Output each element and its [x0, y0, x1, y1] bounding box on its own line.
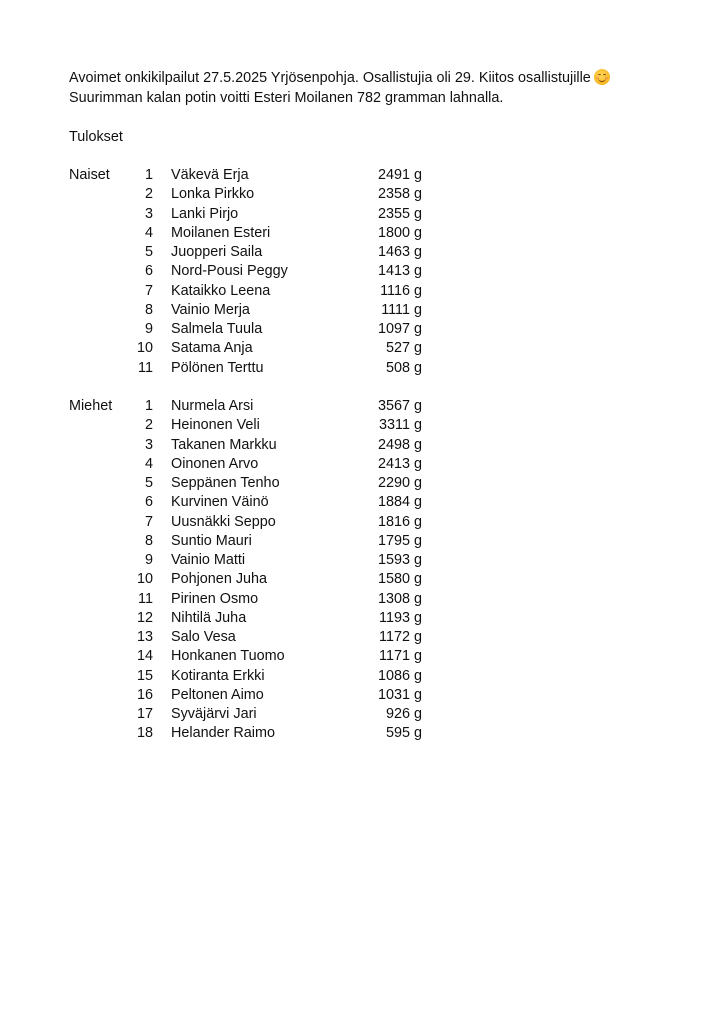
name-cell: Vainio Merja — [171, 301, 250, 318]
name-cell: Oinonen Arvo — [171, 455, 259, 472]
name-cell: Pölönen Terttu — [171, 359, 264, 376]
weight-cell: 2358 g — [377, 186, 422, 203]
table-row — [69, 224, 429, 243]
rank-cell: 1 — [144, 398, 153, 414]
name-cell: Takanen Markku — [171, 436, 277, 453]
weight-cell: 1086 g — [377, 667, 422, 684]
table-row — [69, 609, 429, 628]
smiling-face-icon — [594, 69, 610, 85]
rank-cell: 14 — [136, 648, 153, 665]
name-cell: Kataikko Leena — [171, 282, 271, 299]
women-label: Naiset — [69, 167, 110, 183]
weight-cell: 2290 g — [377, 475, 422, 491]
name-cell: Nihtilä Juha — [171, 609, 247, 626]
table-row — [69, 686, 429, 705]
name-cell: Suntio Mauri — [171, 532, 252, 549]
rank-cell: 1 — [144, 167, 153, 183]
weight-cell: 1413 g — [377, 263, 422, 280]
name-cell: Satama Anja — [171, 340, 253, 357]
table-row — [69, 262, 429, 281]
weight-cell: 2355 g — [377, 205, 422, 222]
table-row — [69, 551, 429, 570]
name-cell: Lonka Pirkko — [171, 186, 255, 203]
weight-cell: 1031 g — [377, 686, 422, 703]
rank-cell: 8 — [144, 301, 153, 318]
name-cell: Helander Raimo — [171, 725, 275, 742]
rank-cell: 6 — [144, 494, 153, 511]
table-row — [69, 647, 429, 666]
name-cell: Kotiranta Erkki — [171, 667, 265, 684]
men-label: Miehet — [69, 398, 113, 414]
rank-cell: 3 — [144, 436, 153, 453]
weight-cell: 1593 g — [377, 552, 422, 568]
name-cell: Lanki Pirjo — [171, 205, 239, 222]
name-cell: Pirinen Osmo — [171, 590, 259, 607]
rank-cell: 11 — [138, 359, 153, 376]
weight-cell: 1171 g — [379, 648, 422, 665]
rank-cell: 4 — [144, 455, 153, 472]
weight-cell: 1308 g — [377, 590, 422, 607]
weight-cell: 1800 g — [377, 224, 422, 241]
table-row — [69, 243, 429, 262]
rank-cell: 13 — [136, 629, 153, 645]
table-row — [69, 339, 429, 358]
weight-cell: 1463 g — [377, 244, 422, 260]
weight-cell: 1116 g — [380, 282, 422, 299]
weight-cell: 1172 g — [379, 629, 422, 645]
weight-cell: 3567 g — [377, 398, 422, 414]
table-row — [69, 359, 429, 378]
men-results-table — [69, 397, 429, 744]
name-cell: Heinonen Veli — [171, 417, 260, 434]
table-row — [69, 320, 429, 339]
rank-cell: 7 — [144, 513, 153, 530]
table-row — [69, 493, 429, 512]
rank-cell: 11 — [138, 590, 153, 607]
table-row — [69, 590, 429, 609]
name-cell: Moilanen Esteri — [171, 224, 271, 241]
name-cell: Pohjonen Juha — [171, 571, 268, 588]
rank-cell: 5 — [144, 475, 153, 491]
table-row — [69, 416, 429, 435]
table-row — [69, 301, 429, 320]
name-cell: Väkevä Erja — [171, 167, 249, 183]
weight-cell: 3311 g — [379, 417, 422, 434]
intro-paragraph — [69, 68, 689, 108]
name-cell: Kurvinen Väinö — [171, 494, 269, 511]
weight-cell: 1884 g — [377, 494, 422, 511]
table-row — [69, 667, 429, 686]
table-row — [69, 166, 429, 185]
table-row — [69, 628, 429, 647]
table-row — [69, 455, 429, 474]
table-row — [69, 282, 429, 301]
weight-cell: 1580 g — [377, 571, 422, 588]
rank-cell: 4 — [144, 224, 153, 241]
rank-cell: 16 — [136, 686, 153, 703]
name-cell: Nord-Pousi Peggy — [171, 263, 288, 280]
rank-cell: 2 — [144, 186, 153, 203]
table-row — [69, 532, 429, 551]
table-row — [69, 570, 429, 589]
name-cell: Peltonen Aimo — [171, 686, 264, 703]
table-row — [69, 513, 429, 532]
weight-cell: 527 g — [385, 340, 422, 357]
table-row — [69, 705, 429, 724]
weight-cell: 508 g — [385, 359, 422, 376]
name-cell: Syväjärvi Jari — [171, 706, 257, 722]
rank-cell: 6 — [144, 263, 153, 280]
name-cell: Nurmela Arsi — [171, 398, 254, 414]
intro-line-1 — [69, 68, 689, 88]
name-cell: Salo Vesa — [171, 629, 236, 645]
table-row — [69, 436, 429, 455]
rank-cell: 9 — [144, 321, 153, 337]
table-row — [69, 185, 429, 204]
rank-cell: 7 — [144, 282, 153, 299]
table-row — [69, 724, 429, 743]
name-cell: Honkanen Tuomo — [171, 648, 285, 665]
weight-cell: 1795 g — [377, 532, 422, 549]
table-row — [69, 474, 429, 493]
rank-cell: 2 — [144, 417, 153, 434]
weight-cell: 1193 g — [379, 609, 422, 626]
weight-cell: 2498 g — [377, 436, 422, 453]
rank-cell: 18 — [136, 725, 153, 742]
rank-cell: 17 — [136, 706, 153, 722]
table-row — [69, 397, 429, 416]
results-heading: Tulokset — [69, 129, 123, 145]
rank-cell: 12 — [136, 609, 153, 626]
rank-cell: 10 — [136, 571, 153, 588]
name-cell: Juopperi Saila — [171, 244, 263, 260]
weight-cell: 926 g — [385, 706, 422, 722]
weight-cell: 2491 g — [377, 167, 422, 183]
name-cell: Uusnäkki Seppo — [171, 513, 276, 530]
table-row — [69, 205, 429, 224]
name-cell: Salmela Tuula — [171, 321, 263, 337]
name-cell: Vainio Matti — [171, 552, 246, 568]
rank-cell: 15 — [136, 667, 153, 684]
rank-cell: 10 — [136, 340, 153, 357]
weight-cell: 1111 g — [381, 301, 422, 318]
intro-line-2: Suurimman kalan potin voitti Esteri Moilanen 782 gramman lahnalla. — [69, 90, 504, 106]
women-results-table — [69, 166, 429, 378]
weight-cell: 595 g — [385, 725, 422, 742]
rank-cell: 5 — [144, 244, 153, 260]
weight-cell: 2413 g — [377, 455, 422, 472]
intro-line-1-text: Avoimet onkikilpailut 27.5.2025 Yrjösenpohja. Osallistujia oli 29. Kiitos osallistujille — [69, 70, 591, 86]
rank-cell: 9 — [144, 552, 153, 568]
weight-cell: 1816 g — [377, 513, 422, 530]
rank-cell: 8 — [144, 532, 153, 549]
weight-cell: 1097 g — [377, 321, 422, 337]
rank-cell: 3 — [144, 205, 153, 222]
name-cell: Seppänen Tenho — [171, 475, 280, 491]
